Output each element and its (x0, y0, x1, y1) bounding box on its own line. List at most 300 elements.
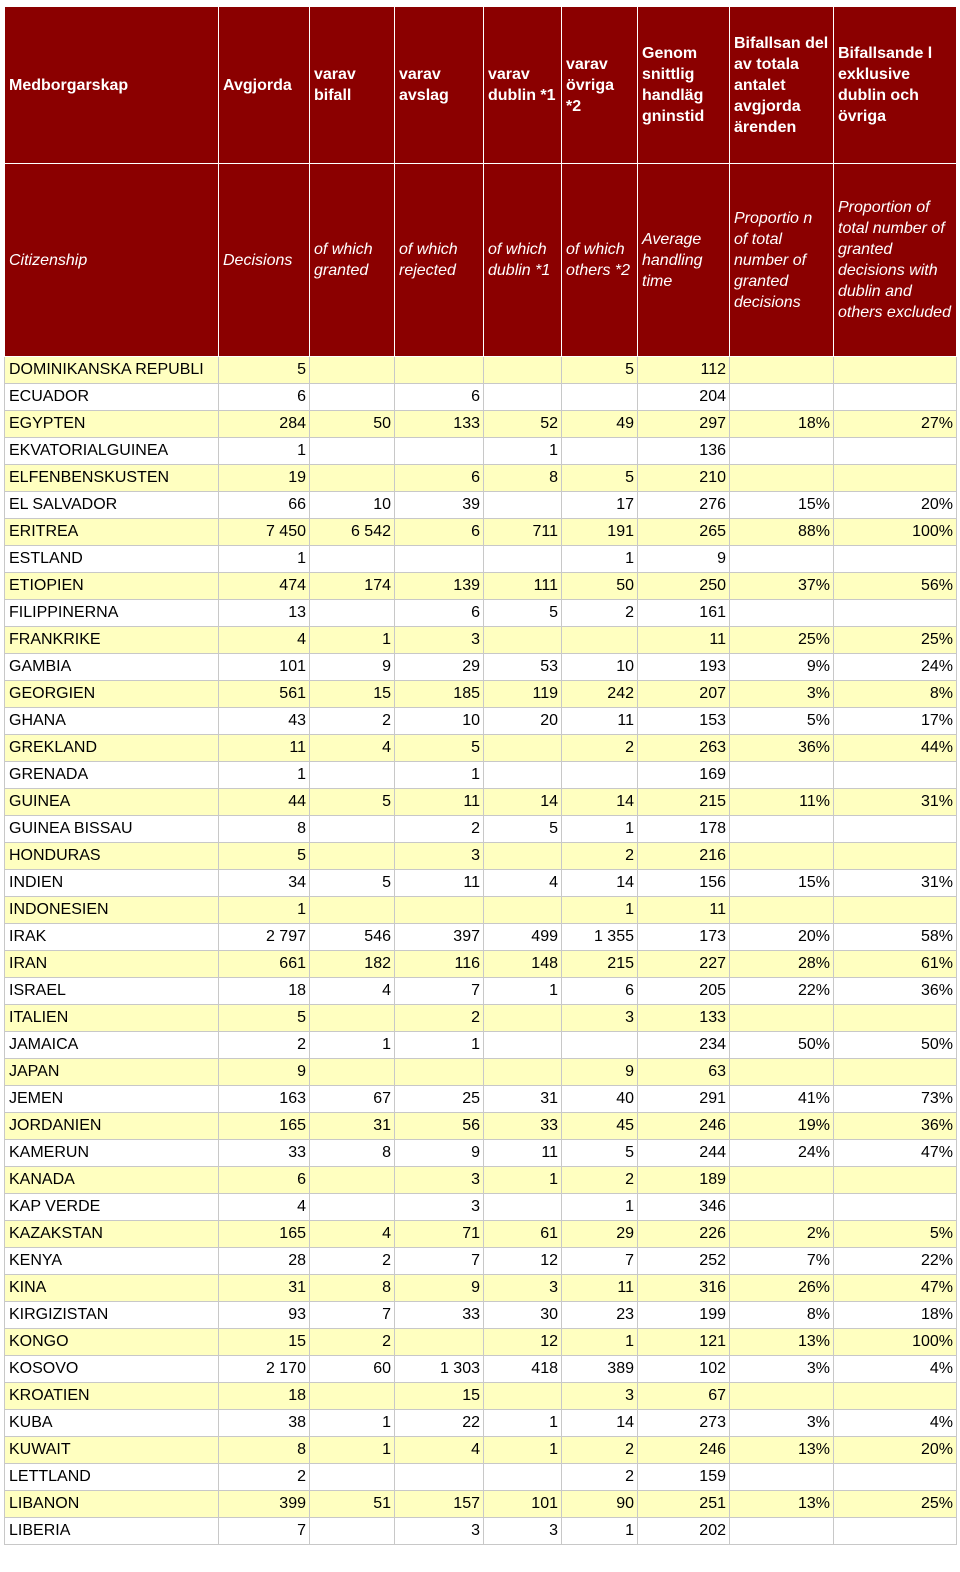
citizenship-cell: FILIPPINERNA (5, 600, 219, 627)
citizenship-cell: KONGO (5, 1329, 219, 1356)
granted-cell: 51 (310, 1491, 395, 1518)
citizenship-cell: KANADA (5, 1167, 219, 1194)
handling-time-cell: 133 (638, 1005, 730, 1032)
handling-time-cell: 227 (638, 951, 730, 978)
table-row (5, 843, 957, 870)
others-cell: 1 (562, 1329, 638, 1356)
others-cell: 1 (562, 1194, 638, 1221)
rejected-cell: 1 303 (395, 1356, 484, 1383)
decisions-cell: 33 (219, 1140, 310, 1167)
granted-cell (310, 1059, 395, 1086)
rejected-cell: 3 (395, 1518, 484, 1545)
dublin-cell: 5 (484, 600, 562, 627)
granted-cell: 1 (310, 1410, 395, 1437)
others-cell: 90 (562, 1491, 638, 1518)
granted-share-cell (730, 1383, 834, 1410)
rejected-cell: 6 (395, 384, 484, 411)
rejected-cell: 1 (395, 1032, 484, 1059)
decisions-cell: 19 (219, 465, 310, 492)
dublin-cell: 14 (484, 789, 562, 816)
granted-cell: 7 (310, 1302, 395, 1329)
handling-time-cell: 215 (638, 789, 730, 816)
handling-time-cell: 226 (638, 1221, 730, 1248)
citizenship-cell: GHANA (5, 708, 219, 735)
table-row (5, 1221, 957, 1248)
granted-share-excl-cell: 44% (834, 735, 957, 762)
citizenship-cell: ECUADOR (5, 384, 219, 411)
others-cell (562, 762, 638, 789)
header-en-dublin: of which dublin *1 (484, 164, 562, 357)
handling-time-cell: 265 (638, 519, 730, 546)
granted-share-cell (730, 897, 834, 924)
granted-share-cell: 41% (730, 1086, 834, 1113)
table-row (5, 1410, 957, 1437)
rejected-cell (395, 1059, 484, 1086)
citizenship-cell: INDONESIEN (5, 897, 219, 924)
granted-share-excl-cell: 61% (834, 951, 957, 978)
rejected-cell: 9 (395, 1275, 484, 1302)
others-cell: 389 (562, 1356, 638, 1383)
dublin-cell: 1 (484, 438, 562, 465)
dublin-cell (484, 546, 562, 573)
dublin-cell: 3 (484, 1275, 562, 1302)
decisions-cell: 66 (219, 492, 310, 519)
decisions-cell: 1 (219, 546, 310, 573)
handling-time-cell: 276 (638, 492, 730, 519)
granted-share-cell: 36% (730, 735, 834, 762)
handling-time-cell: 346 (638, 1194, 730, 1221)
table-row (5, 438, 957, 465)
decisions-cell: 1 (219, 438, 310, 465)
table-row (5, 1032, 957, 1059)
dublin-cell: 11 (484, 1140, 562, 1167)
rejected-cell: 3 (395, 627, 484, 654)
citizenship-cell: KINA (5, 1275, 219, 1302)
rejected-cell: 6 (395, 465, 484, 492)
others-cell: 5 (562, 1140, 638, 1167)
rejected-cell (395, 897, 484, 924)
dublin-cell (484, 1059, 562, 1086)
rejected-cell (395, 546, 484, 573)
dublin-cell (484, 1383, 562, 1410)
citizenship-cell: LIBERIA (5, 1518, 219, 1545)
decisions-cell: 18 (219, 1383, 310, 1410)
granted-share-cell: 18% (730, 411, 834, 438)
granted-share-excl-cell (834, 1167, 957, 1194)
others-cell: 23 (562, 1302, 638, 1329)
table-row (5, 1437, 957, 1464)
table-row (5, 762, 957, 789)
granted-cell (310, 897, 395, 924)
others-cell: 11 (562, 1275, 638, 1302)
granted-cell (310, 1464, 395, 1491)
handling-time-cell: 205 (638, 978, 730, 1005)
citizenship-cell: KUWAIT (5, 1437, 219, 1464)
granted-share-cell (730, 1464, 834, 1491)
granted-cell: 60 (310, 1356, 395, 1383)
citizenship-cell: ERITREA (5, 519, 219, 546)
granted-cell (310, 465, 395, 492)
dublin-cell: 3 (484, 1518, 562, 1545)
decisions-cell: 43 (219, 708, 310, 735)
handling-time-cell: 216 (638, 843, 730, 870)
granted-share-excl-cell: 50% (834, 1032, 957, 1059)
handling-time-cell: 210 (638, 465, 730, 492)
granted-share-cell: 15% (730, 870, 834, 897)
dublin-cell (484, 762, 562, 789)
dublin-cell: 5 (484, 816, 562, 843)
table-row (5, 1086, 957, 1113)
table-row (5, 978, 957, 1005)
citizenship-cell: LIBANON (5, 1491, 219, 1518)
granted-share-cell: 88% (730, 519, 834, 546)
granted-share-excl-cell (834, 1194, 957, 1221)
others-cell: 3 (562, 1005, 638, 1032)
dublin-cell (484, 1194, 562, 1221)
citizenship-cell: KAP VERDE (5, 1194, 219, 1221)
others-cell: 14 (562, 870, 638, 897)
handling-time-cell: 244 (638, 1140, 730, 1167)
others-cell: 3 (562, 1383, 638, 1410)
rejected-cell: 9 (395, 1140, 484, 1167)
granted-share-excl-cell: 73% (834, 1086, 957, 1113)
rejected-cell: 25 (395, 1086, 484, 1113)
granted-share-cell: 28% (730, 951, 834, 978)
dublin-cell: 101 (484, 1491, 562, 1518)
others-cell: 1 355 (562, 924, 638, 951)
others-cell: 50 (562, 573, 638, 600)
dublin-cell: 711 (484, 519, 562, 546)
dublin-cell: 119 (484, 681, 562, 708)
header-sv-decisions: Avgjorda (219, 7, 310, 164)
granted-share-cell: 26% (730, 1275, 834, 1302)
decisions-cell: 1 (219, 762, 310, 789)
granted-cell: 1 (310, 627, 395, 654)
handling-time-cell: 9 (638, 546, 730, 573)
decisions-cell: 2 797 (219, 924, 310, 951)
granted-share-excl-cell: 27% (834, 411, 957, 438)
citizenship-cell: DOMINIKANSKA REPUBLI (5, 357, 219, 384)
granted-share-excl-cell: 36% (834, 978, 957, 1005)
granted-share-cell: 25% (730, 627, 834, 654)
granted-share-cell: 13% (730, 1491, 834, 1518)
granted-share-cell: 11% (730, 789, 834, 816)
granted-share-cell: 7% (730, 1248, 834, 1275)
granted-cell: 2 (310, 1329, 395, 1356)
granted-cell: 6 542 (310, 519, 395, 546)
handling-time-cell: 250 (638, 573, 730, 600)
header-row-swedish (5, 7, 957, 164)
granted-cell: 1 (310, 1437, 395, 1464)
rejected-cell: 1 (395, 762, 484, 789)
rejected-cell: 2 (395, 1005, 484, 1032)
handling-time-cell: 291 (638, 1086, 730, 1113)
table-row (5, 681, 957, 708)
rejected-cell: 2 (395, 816, 484, 843)
granted-share-excl-cell: 47% (834, 1275, 957, 1302)
citizenship-cell: IRAN (5, 951, 219, 978)
handling-time-cell: 136 (638, 438, 730, 465)
granted-share-excl-cell (834, 1464, 957, 1491)
granted-cell (310, 843, 395, 870)
citizenship-cell: FRANKRIKE (5, 627, 219, 654)
header-en-others: of which others *2 (562, 164, 638, 357)
granted-share-excl-cell: 25% (834, 1491, 957, 1518)
handling-time-cell: 297 (638, 411, 730, 438)
dublin-cell: 1 (484, 1410, 562, 1437)
table-row (5, 492, 957, 519)
granted-cell: 5 (310, 870, 395, 897)
dublin-cell (484, 1005, 562, 1032)
granted-share-excl-cell: 4% (834, 1410, 957, 1437)
granted-cell (310, 1518, 395, 1545)
granted-share-excl-cell: 24% (834, 654, 957, 681)
granted-share-excl-cell (834, 843, 957, 870)
handling-time-cell: 112 (638, 357, 730, 384)
table-row (5, 1275, 957, 1302)
decisions-cell: 165 (219, 1113, 310, 1140)
others-cell: 2 (562, 600, 638, 627)
header-sv-granted-share: Bifallsan del av totala antalet avgjorda ärenden (730, 7, 834, 164)
decisions-cell: 28 (219, 1248, 310, 1275)
rejected-cell: 7 (395, 1248, 484, 1275)
decisions-cell: 2 (219, 1464, 310, 1491)
citizenship-cell: GREKLAND (5, 735, 219, 762)
granted-share-cell: 19% (730, 1113, 834, 1140)
table-row (5, 654, 957, 681)
granted-share-cell (730, 1194, 834, 1221)
handling-time-cell: 207 (638, 681, 730, 708)
table-row (5, 1302, 957, 1329)
decisions-cell: 5 (219, 1005, 310, 1032)
handling-time-cell: 263 (638, 735, 730, 762)
granted-share-cell: 9% (730, 654, 834, 681)
decisions-cell: 2 170 (219, 1356, 310, 1383)
header-en-citizenship: Citizenship (5, 164, 219, 357)
granted-cell (310, 762, 395, 789)
dublin-cell: 31 (484, 1086, 562, 1113)
rejected-cell: 11 (395, 870, 484, 897)
header-sv-granted: varav bifall (310, 7, 395, 164)
decisions-cell: 284 (219, 411, 310, 438)
citizenship-cell: ELFENBENSKUSTEN (5, 465, 219, 492)
rejected-cell: 15 (395, 1383, 484, 1410)
granted-share-cell: 50% (730, 1032, 834, 1059)
decisions-cell: 18 (219, 978, 310, 1005)
table-row (5, 1059, 957, 1086)
granted-share-cell: 13% (730, 1437, 834, 1464)
table-row (5, 789, 957, 816)
handling-time-cell: 273 (638, 1410, 730, 1437)
rejected-cell: 33 (395, 1302, 484, 1329)
handling-time-cell: 178 (638, 816, 730, 843)
decisions-cell: 7 (219, 1518, 310, 1545)
granted-share-excl-cell (834, 762, 957, 789)
others-cell: 49 (562, 411, 638, 438)
citizenship-cell: GUINEA BISSAU (5, 816, 219, 843)
dublin-cell (484, 735, 562, 762)
header-sv-others: varav övriga *2 (562, 7, 638, 164)
granted-share-excl-cell: 58% (834, 924, 957, 951)
statistics-table-container (4, 6, 956, 1545)
table-row (5, 627, 957, 654)
others-cell: 215 (562, 951, 638, 978)
decisions-cell: 34 (219, 870, 310, 897)
others-cell: 17 (562, 492, 638, 519)
dublin-cell: 1 (484, 1437, 562, 1464)
granted-cell: 4 (310, 978, 395, 1005)
header-sv-handling-time: Genom snittlig handläg gninstid (638, 7, 730, 164)
granted-share-cell (730, 762, 834, 789)
others-cell: 5 (562, 465, 638, 492)
rejected-cell: 5 (395, 735, 484, 762)
handling-time-cell: 251 (638, 1491, 730, 1518)
rejected-cell (395, 438, 484, 465)
decisions-cell: 4 (219, 627, 310, 654)
others-cell: 7 (562, 1248, 638, 1275)
granted-cell: 1 (310, 1032, 395, 1059)
granted-share-cell: 5% (730, 708, 834, 735)
handling-time-cell: 316 (638, 1275, 730, 1302)
table-row (5, 546, 957, 573)
table-row (5, 1248, 957, 1275)
table-row (5, 573, 957, 600)
rejected-cell: 133 (395, 411, 484, 438)
others-cell (562, 384, 638, 411)
others-cell: 9 (562, 1059, 638, 1086)
table-row (5, 708, 957, 735)
citizenship-cell: KIRGIZISTAN (5, 1302, 219, 1329)
others-cell: 242 (562, 681, 638, 708)
handling-time-cell: 11 (638, 627, 730, 654)
others-cell: 191 (562, 519, 638, 546)
decisions-cell: 101 (219, 654, 310, 681)
table-body (5, 357, 957, 1545)
rejected-cell: 22 (395, 1410, 484, 1437)
others-cell: 2 (562, 735, 638, 762)
handling-time-cell: 252 (638, 1248, 730, 1275)
granted-share-cell: 24% (730, 1140, 834, 1167)
citizenship-cell: ITALIEN (5, 1005, 219, 1032)
decisions-cell: 163 (219, 1086, 310, 1113)
rejected-cell (395, 1329, 484, 1356)
header-sv-rejected: varav avslag (395, 7, 484, 164)
granted-share-excl-cell (834, 357, 957, 384)
granted-cell: 9 (310, 654, 395, 681)
dublin-cell (484, 492, 562, 519)
granted-cell: 546 (310, 924, 395, 951)
granted-share-cell: 3% (730, 1410, 834, 1437)
table-row (5, 519, 957, 546)
granted-cell: 67 (310, 1086, 395, 1113)
citizenship-cell: HONDURAS (5, 843, 219, 870)
decisions-cell: 6 (219, 1167, 310, 1194)
dublin-cell: 20 (484, 708, 562, 735)
citizenship-cell: KOSOVO (5, 1356, 219, 1383)
granted-share-excl-cell: 25% (834, 627, 957, 654)
granted-cell (310, 816, 395, 843)
granted-share-cell (730, 1005, 834, 1032)
granted-share-cell: 13% (730, 1329, 834, 1356)
others-cell (562, 627, 638, 654)
citizenship-cell: JEMEN (5, 1086, 219, 1113)
rejected-cell (395, 1464, 484, 1491)
decisions-cell: 5 (219, 357, 310, 384)
granted-cell: 182 (310, 951, 395, 978)
citizenship-cell: KAZAKSTAN (5, 1221, 219, 1248)
table-row (5, 357, 957, 384)
citizenship-cell: EL SALVADOR (5, 492, 219, 519)
citizenship-cell: GEORGIEN (5, 681, 219, 708)
table-row (5, 897, 957, 924)
rejected-cell: 157 (395, 1491, 484, 1518)
rejected-cell: 6 (395, 600, 484, 627)
granted-cell: 8 (310, 1275, 395, 1302)
decisions-cell: 8 (219, 1437, 310, 1464)
rejected-cell: 71 (395, 1221, 484, 1248)
granted-share-cell (730, 438, 834, 465)
rejected-cell: 3 (395, 843, 484, 870)
rejected-cell (395, 357, 484, 384)
decisions-cell: 38 (219, 1410, 310, 1437)
dublin-cell: 1 (484, 1167, 562, 1194)
handling-time-cell: 204 (638, 384, 730, 411)
handling-time-cell: 102 (638, 1356, 730, 1383)
granted-share-cell (730, 1518, 834, 1545)
decisions-cell: 1 (219, 897, 310, 924)
granted-share-excl-cell: 100% (834, 1329, 957, 1356)
decisions-cell: 661 (219, 951, 310, 978)
table-row (5, 1140, 957, 1167)
others-cell: 11 (562, 708, 638, 735)
granted-share-cell (730, 600, 834, 627)
citizenship-cell: EGYPTEN (5, 411, 219, 438)
handling-time-cell: 193 (638, 654, 730, 681)
citizenship-cell: ETIOPIEN (5, 573, 219, 600)
citizenship-cell: GRENADA (5, 762, 219, 789)
granted-share-excl-cell: 20% (834, 492, 957, 519)
granted-share-cell: 3% (730, 1356, 834, 1383)
granted-share-excl-cell: 22% (834, 1248, 957, 1275)
granted-cell: 15 (310, 681, 395, 708)
dublin-cell: 111 (484, 573, 562, 600)
granted-share-excl-cell (834, 600, 957, 627)
table-row (5, 600, 957, 627)
citizenship-cell: JORDANIEN (5, 1113, 219, 1140)
others-cell: 1 (562, 546, 638, 573)
granted-share-cell (730, 1059, 834, 1086)
rejected-cell: 6 (395, 519, 484, 546)
granted-cell: 2 (310, 1248, 395, 1275)
granted-share-excl-cell: 5% (834, 1221, 957, 1248)
rejected-cell: 185 (395, 681, 484, 708)
decisions-cell: 561 (219, 681, 310, 708)
rejected-cell: 116 (395, 951, 484, 978)
rejected-cell: 7 (395, 978, 484, 1005)
others-cell: 45 (562, 1113, 638, 1140)
dublin-cell: 33 (484, 1113, 562, 1140)
handling-time-cell: 199 (638, 1302, 730, 1329)
granted-share-excl-cell (834, 1005, 957, 1032)
decisions-cell: 2 (219, 1032, 310, 1059)
table-row (5, 924, 957, 951)
granted-cell (310, 1005, 395, 1032)
granted-share-excl-cell (834, 816, 957, 843)
table-row (5, 1329, 957, 1356)
rejected-cell: 139 (395, 573, 484, 600)
granted-share-excl-cell: 20% (834, 1437, 957, 1464)
others-cell (562, 438, 638, 465)
